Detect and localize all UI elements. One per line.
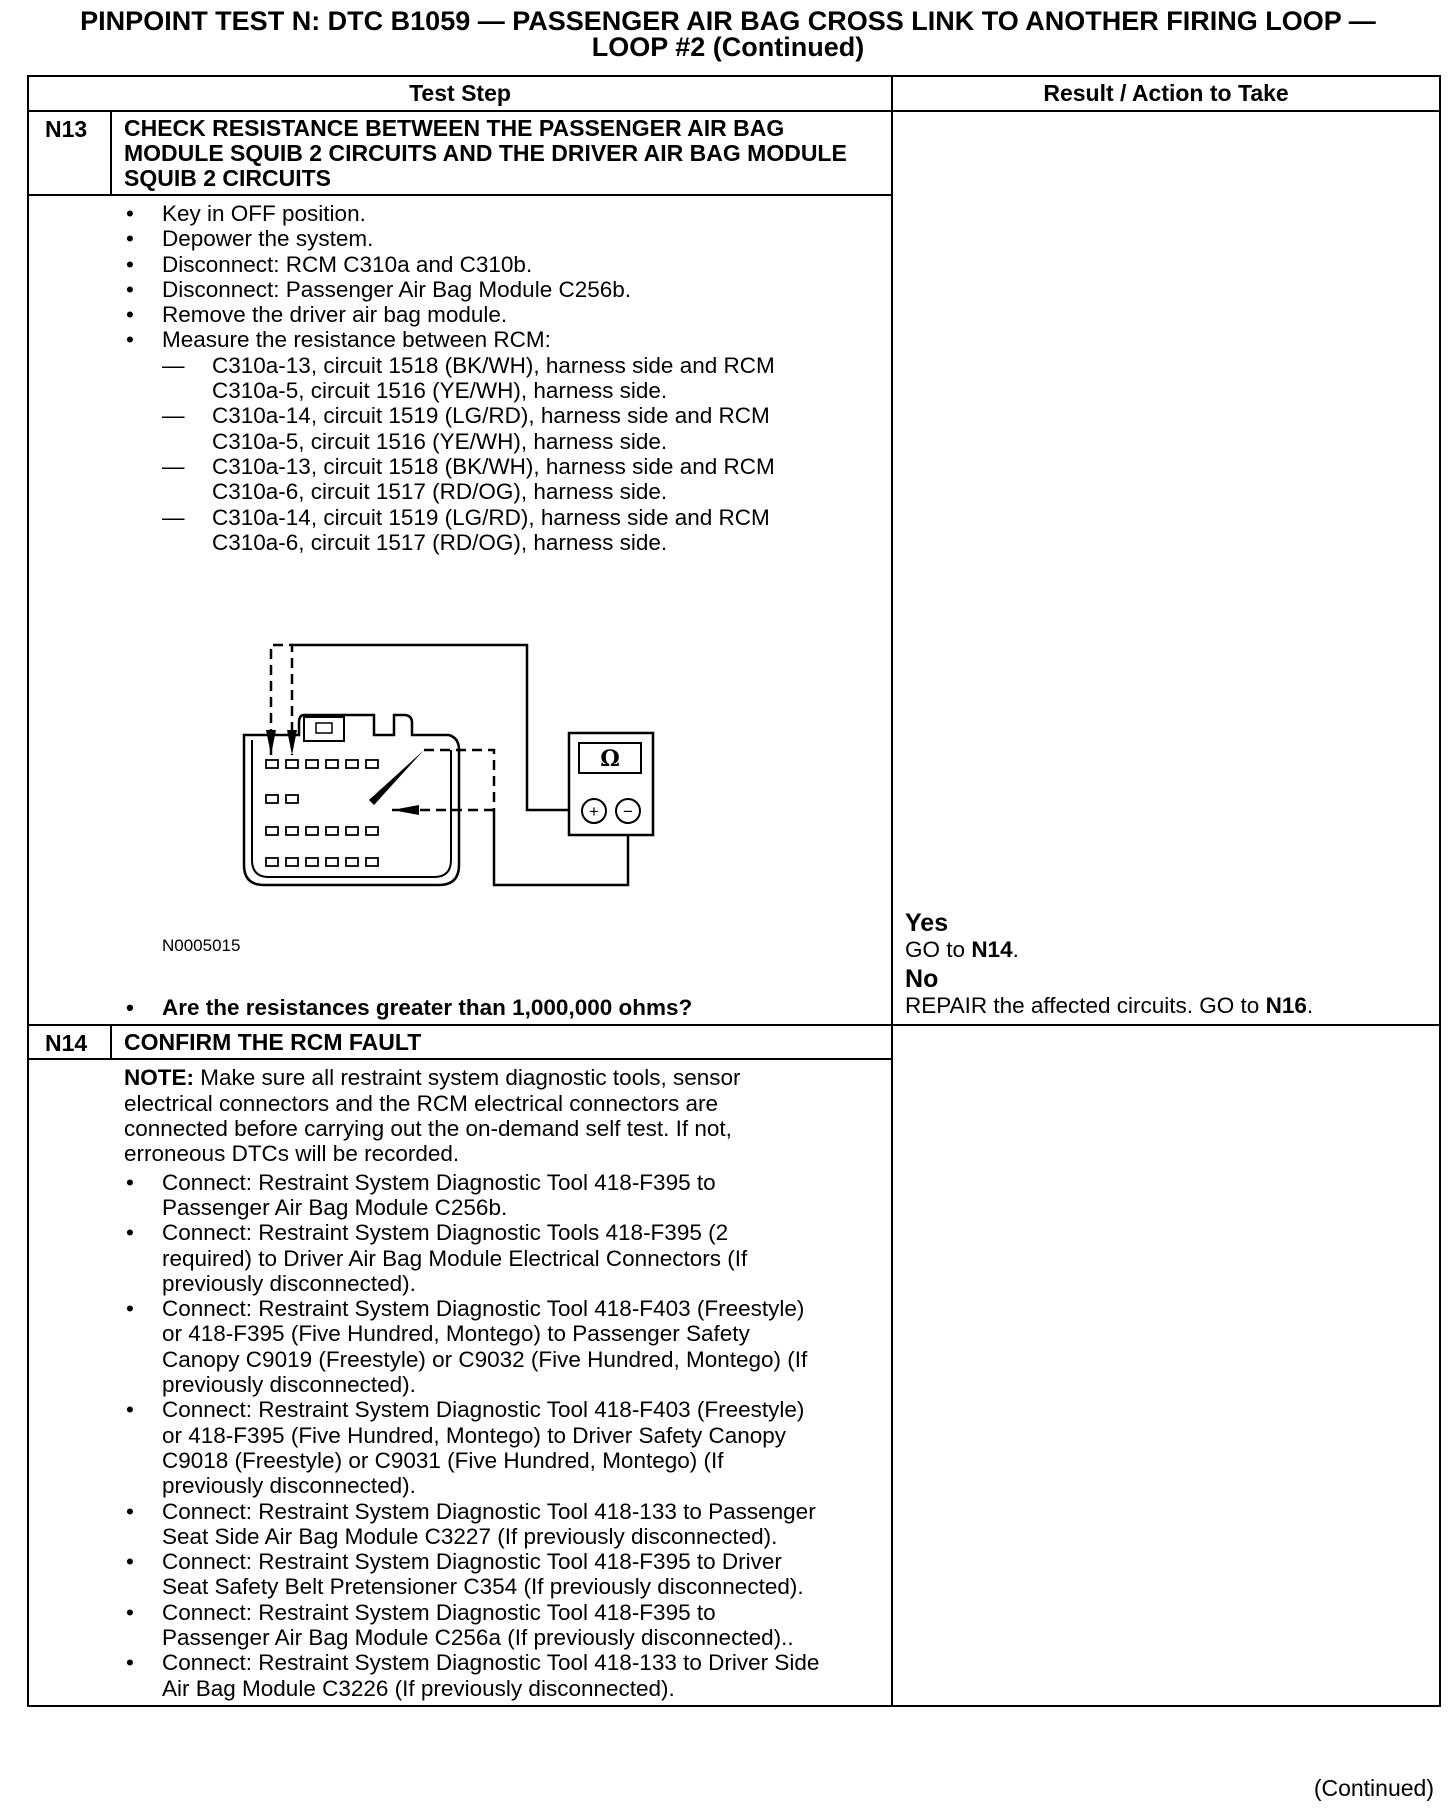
step-n13-body xyxy=(28,195,892,1025)
n13-sub-list xyxy=(124,353,883,555)
step-id-n13: N13 xyxy=(28,111,111,195)
list-item: • Connect: Restraint System Diagnostic Tool 418-133 to Passenger Seat Side Air Bag Module C3227 (If previously disconnected). xyxy=(124,1499,821,1550)
n13-bullet-list xyxy=(124,201,883,353)
list-item: • Connect: Restraint System Diagnostic Tools 418-F395 (2 required) to Driver Air Bag Module Electrical Connectors (If previously disconnected). xyxy=(124,1220,821,1296)
rcm-connector-outline xyxy=(244,715,459,885)
list-item: — C310a-14, circuit 1519 (LG/RD), harness side and RCM C310a-5, circuit 1516 (YE/WH), harness side. xyxy=(124,403,813,454)
header-result: Result / Action to Take xyxy=(892,76,1440,111)
header-test-step: Test Step xyxy=(28,76,892,111)
list-item: • Connect: Restraint System Diagnostic Tool 418-F395 to Passenger Air Bag Module C256b. xyxy=(124,1170,821,1221)
list-item: • Key in OFF position. xyxy=(124,201,883,226)
list-item: — C310a-13, circuit 1518 (BK/WH), harness side and RCM C310a-5, circuit 1516 (YE/WH), harness side. xyxy=(124,353,813,404)
step-n13-heading-row xyxy=(28,111,1440,195)
list-item: • Connect: Restraint System Diagnostic Tool 418-F395 to Driver Seat Safety Belt Pretensioner C354 (If previously disconnected). xyxy=(124,1549,821,1600)
ohm-symbol: Ω xyxy=(600,746,620,773)
list-item: • Disconnect: RCM C310a and C310b. xyxy=(124,252,883,277)
step-n13-heading: CHECK RESISTANCE BETWEEN THE PASSENGER AIR BAG MODULE SQUIB 2 CIRCUITS AND THE DRIVER AIR BAG MODULE SQUIB 2 CIRCUITS xyxy=(111,111,892,195)
yes-action: GO to N14. xyxy=(905,937,1019,963)
n14-note: NOTE: Make sure all restraint system diagnostic tools, sensor electrical connectors and the RCM electrical connectors are connected before carrying out the on-demand self test. If not, erroneous DTCs will be recorded. xyxy=(124,1065,741,1167)
step-n14-body xyxy=(28,1059,892,1705)
step-n14-heading-row xyxy=(28,1025,1440,1059)
no-label: No xyxy=(905,965,939,994)
n13-question: • Are the resistances greater than 1,000,000 ohms? xyxy=(124,995,883,1020)
no-action: REPAIR the affected circuits. GO to N16. xyxy=(905,993,1314,1019)
figure-id: N0005015 xyxy=(162,936,241,956)
n14-bullet-list xyxy=(124,1170,821,1701)
step-n13-result xyxy=(892,111,1440,1025)
table-header-row xyxy=(28,76,1440,111)
list-item: • Disconnect: Passenger Air Bag Module C256b. xyxy=(124,277,883,302)
step-n14-result xyxy=(892,1025,1440,1705)
pinpoint-test-table xyxy=(27,75,1441,1707)
list-item: — C310a-14, circuit 1519 (LG/RD), harness side and RCM C310a-6, circuit 1517 (RD/OG), harness side. xyxy=(124,505,813,556)
list-item: • Connect: Restraint System Diagnostic Tool 418-133 to Driver Side Air Bag Module C3226 (If previously disconnected). xyxy=(124,1650,821,1701)
plus-sign: + xyxy=(589,802,599,822)
list-item: • Remove the driver air bag module. xyxy=(124,302,883,327)
list-item: • Connect: Restraint System Diagnostic Tool 418-F403 (Freestyle) or 418-F395 (Five Hundred, Montego) to Passenger Safety Canopy C9019 (Freestyle) or C9032 (Five Hundred, Montego) (If previously disconnected). xyxy=(124,1296,821,1397)
title-line-2: LOOP #2 (Continued) xyxy=(591,32,865,62)
connector-measurement-figure xyxy=(124,555,883,995)
minus-sign: − xyxy=(623,802,633,822)
continued-label: (Continued) xyxy=(1313,1775,1434,1801)
list-item: — C310a-13, circuit 1518 (BK/WH), harness side and RCM C310a-6, circuit 1517 (RD/OG), harness side. xyxy=(124,454,813,505)
yes-label: Yes xyxy=(905,909,949,938)
step-id-n14: N14 xyxy=(28,1025,111,1059)
page-title xyxy=(0,8,1456,60)
step-n14-heading: CONFIRM THE RCM FAULT xyxy=(111,1025,892,1059)
list-item: • Measure the resistance between RCM: xyxy=(124,327,883,352)
connector-diagram xyxy=(194,555,694,935)
connector-pins xyxy=(266,760,378,866)
list-item: • Connect: Restraint System Diagnostic Tool 418-F403 (Freestyle) or 418-F395 (Five Hundred, Montego) to Driver Safety Canopy C9018 (Freestyle) or C9031 (Five Hundred, Montego) (If previously disconnected). xyxy=(124,1397,821,1498)
title-line-1: PINPOINT TEST N: DTC B1059 — PASSENGER AIR BAG CROSS LINK TO ANOTHER FIRING LOOP — xyxy=(80,6,1376,36)
list-item: • Depower the system. xyxy=(124,226,883,251)
list-item: • Connect: Restraint System Diagnostic Tool 418-F395 to Passenger Air Bag Module C256a (If previously disconnected).. xyxy=(124,1600,821,1651)
n13-question-list xyxy=(124,995,883,1020)
